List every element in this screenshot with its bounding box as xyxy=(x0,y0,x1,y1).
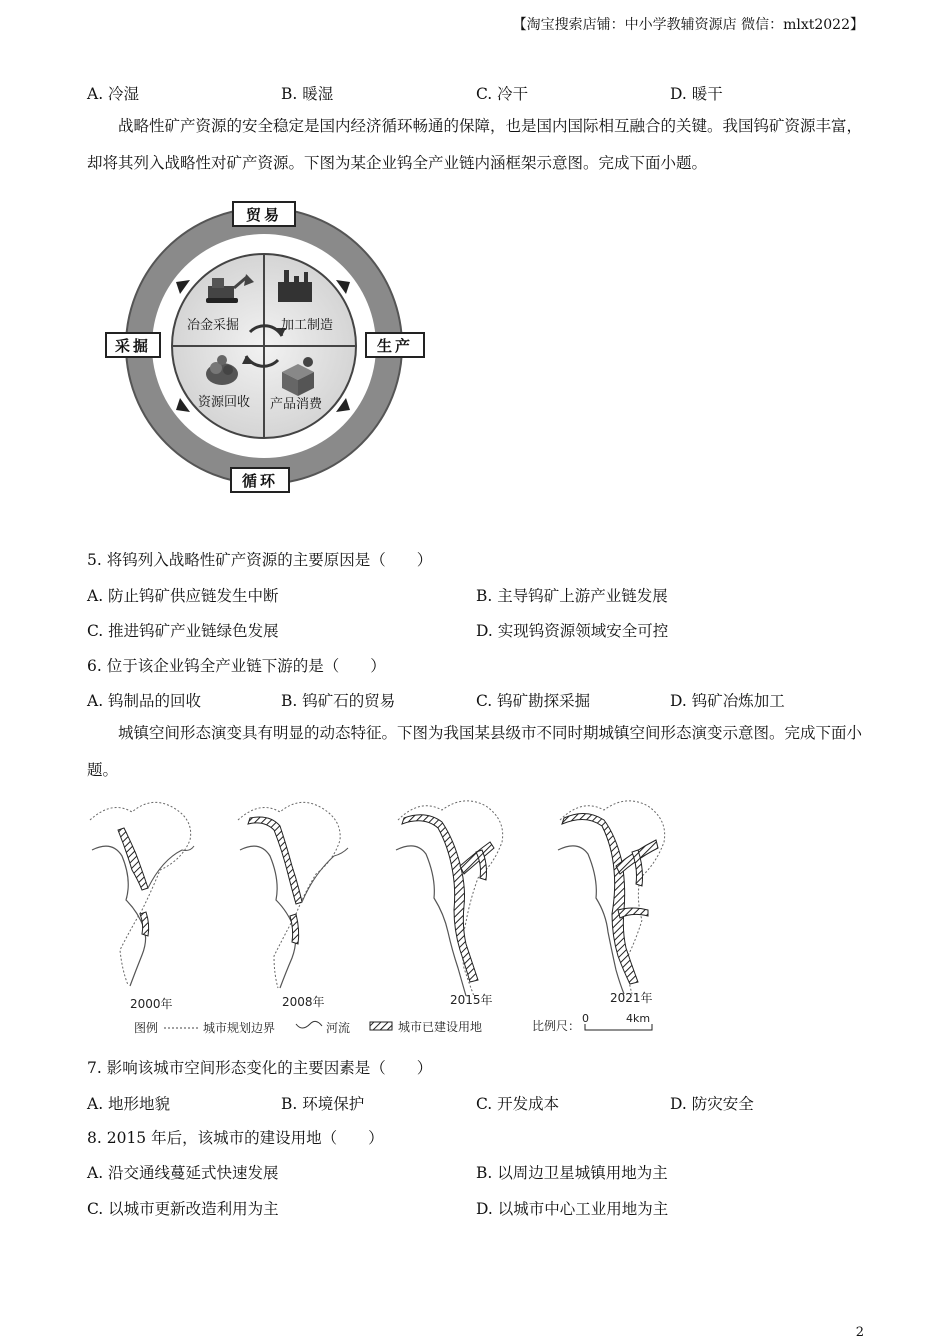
q8-option-a[interactable]: A. 沿交通线蔓延式快速发展 xyxy=(87,1164,279,1182)
quadrant-label-manufacturing: 加工制造 xyxy=(280,318,334,333)
q6-stem: 6. 位于该企业钨全产业链下游的是（ ） xyxy=(87,657,386,675)
legend-builtup-swatch xyxy=(370,1022,392,1030)
outer-label-extraction: 采掘 xyxy=(114,337,152,355)
scale-label: 比例尺： xyxy=(532,1019,581,1033)
q6-option-c[interactable]: C. 钨矿勘探采掘 xyxy=(476,692,591,710)
outer-label-cycle: 循环 xyxy=(241,472,279,490)
q5-option-a[interactable]: A. 防止钨矿供应链发生中断 xyxy=(87,587,279,605)
map-year-2000: 2000年 xyxy=(130,997,173,1011)
quadrant-label-recycling: 资源回收 xyxy=(197,395,251,410)
q7-option-b[interactable]: B. 环境保护 xyxy=(281,1095,365,1113)
q6-option-b[interactable]: B. 钨矿石的贸易 xyxy=(281,692,396,710)
q8-option-b[interactable]: B. 以周边卫星城镇用地为主 xyxy=(476,1164,668,1182)
q4-option-d[interactable]: D. 暖干 xyxy=(670,85,723,103)
legend-river-icon xyxy=(296,1021,322,1028)
q6-option-a[interactable]: A. 钨制品的回收 xyxy=(87,692,202,710)
map-2015 xyxy=(396,801,503,996)
scale-zero: 0 xyxy=(582,1012,589,1025)
legend-builtup-land: 城市已建设用地 xyxy=(398,1020,483,1034)
outer-label-production: 生产 xyxy=(376,337,414,355)
scale-max: 4km xyxy=(626,1012,651,1025)
q5-stem: 5. 将钨列入战略性矿产资源的主要原因是（ ） xyxy=(87,551,433,569)
quadrant-label-mining: 冶金采掘 xyxy=(186,318,240,333)
quadrant-label-consumption: 产品消费 xyxy=(269,397,323,412)
map-year-2008: 2008年 xyxy=(282,995,325,1009)
q4-option-a[interactable]: A. 冷湿 xyxy=(87,85,140,103)
q7-option-c[interactable]: C. 开发成本 xyxy=(476,1095,560,1113)
legend-planning-boundary: 城市规划边界 xyxy=(203,1021,276,1035)
page-number: 2 xyxy=(855,1325,864,1340)
q8-stem: 8. 2015 年后，该城市的建设用地（ ） xyxy=(87,1129,384,1147)
q8-option-d[interactable]: D. 以城市中心工业用地为主 xyxy=(476,1200,669,1218)
legend-river: 河流 xyxy=(326,1021,351,1035)
q8-option-c[interactable]: C. 以城市更新改造利用为主 xyxy=(87,1200,279,1218)
q5-option-d[interactable]: D. 实现钨资源领域安全可控 xyxy=(476,622,669,640)
q5-option-c[interactable]: C. 推进钨矿产业链绿色发展 xyxy=(87,622,279,640)
q5-option-b[interactable]: B. 主导钨矿上游产业链发展 xyxy=(476,587,668,605)
q4-option-b[interactable]: B. 暖湿 xyxy=(281,85,334,103)
intro-paragraph-urban: 城镇空间形态演变具有明显的动态特征。下图为我国某县级市不同时期城镇空间形态演变示意图。完成下面小题。 xyxy=(87,724,863,779)
q7-option-d[interactable]: D. 防灾安全 xyxy=(670,1095,754,1113)
q7-stem: 7. 影响该城市空间形态变化的主要因素是（ ） xyxy=(87,1059,433,1077)
urban-form-evolution-maps xyxy=(82,790,692,1040)
q6-option-d[interactable]: D. 钨矿冶炼加工 xyxy=(670,692,785,710)
tungsten-industry-chain-diagram xyxy=(100,196,430,496)
legend-title: 图例 xyxy=(134,1021,159,1035)
q7-option-a[interactable]: A. 地形地貌 xyxy=(87,1095,171,1113)
map-2000 xyxy=(90,802,194,986)
q4-option-c[interactable]: C. 冷干 xyxy=(476,85,529,103)
map-year-2021: 2021年 xyxy=(610,991,653,1005)
map-2021 xyxy=(558,801,665,994)
intro-paragraph-tungsten: 战略性矿产资源的安全稳定是国内经济循环畅通的保障，也是国内国际相互融合的关键。我国钨矿资源丰富，却将其列入战略性对矿产资源。下图为某企业钨全产业链内涵框架示意图。完成下面小题。 xyxy=(87,117,863,172)
header-shop-note: 【淘宝搜索店铺：中小学教辅资源店 微信：mlxt2022】 xyxy=(512,17,864,33)
map-2008 xyxy=(238,802,348,988)
outer-label-trade: 贸易 xyxy=(245,206,283,224)
map-year-2015: 2015年 xyxy=(450,993,493,1007)
